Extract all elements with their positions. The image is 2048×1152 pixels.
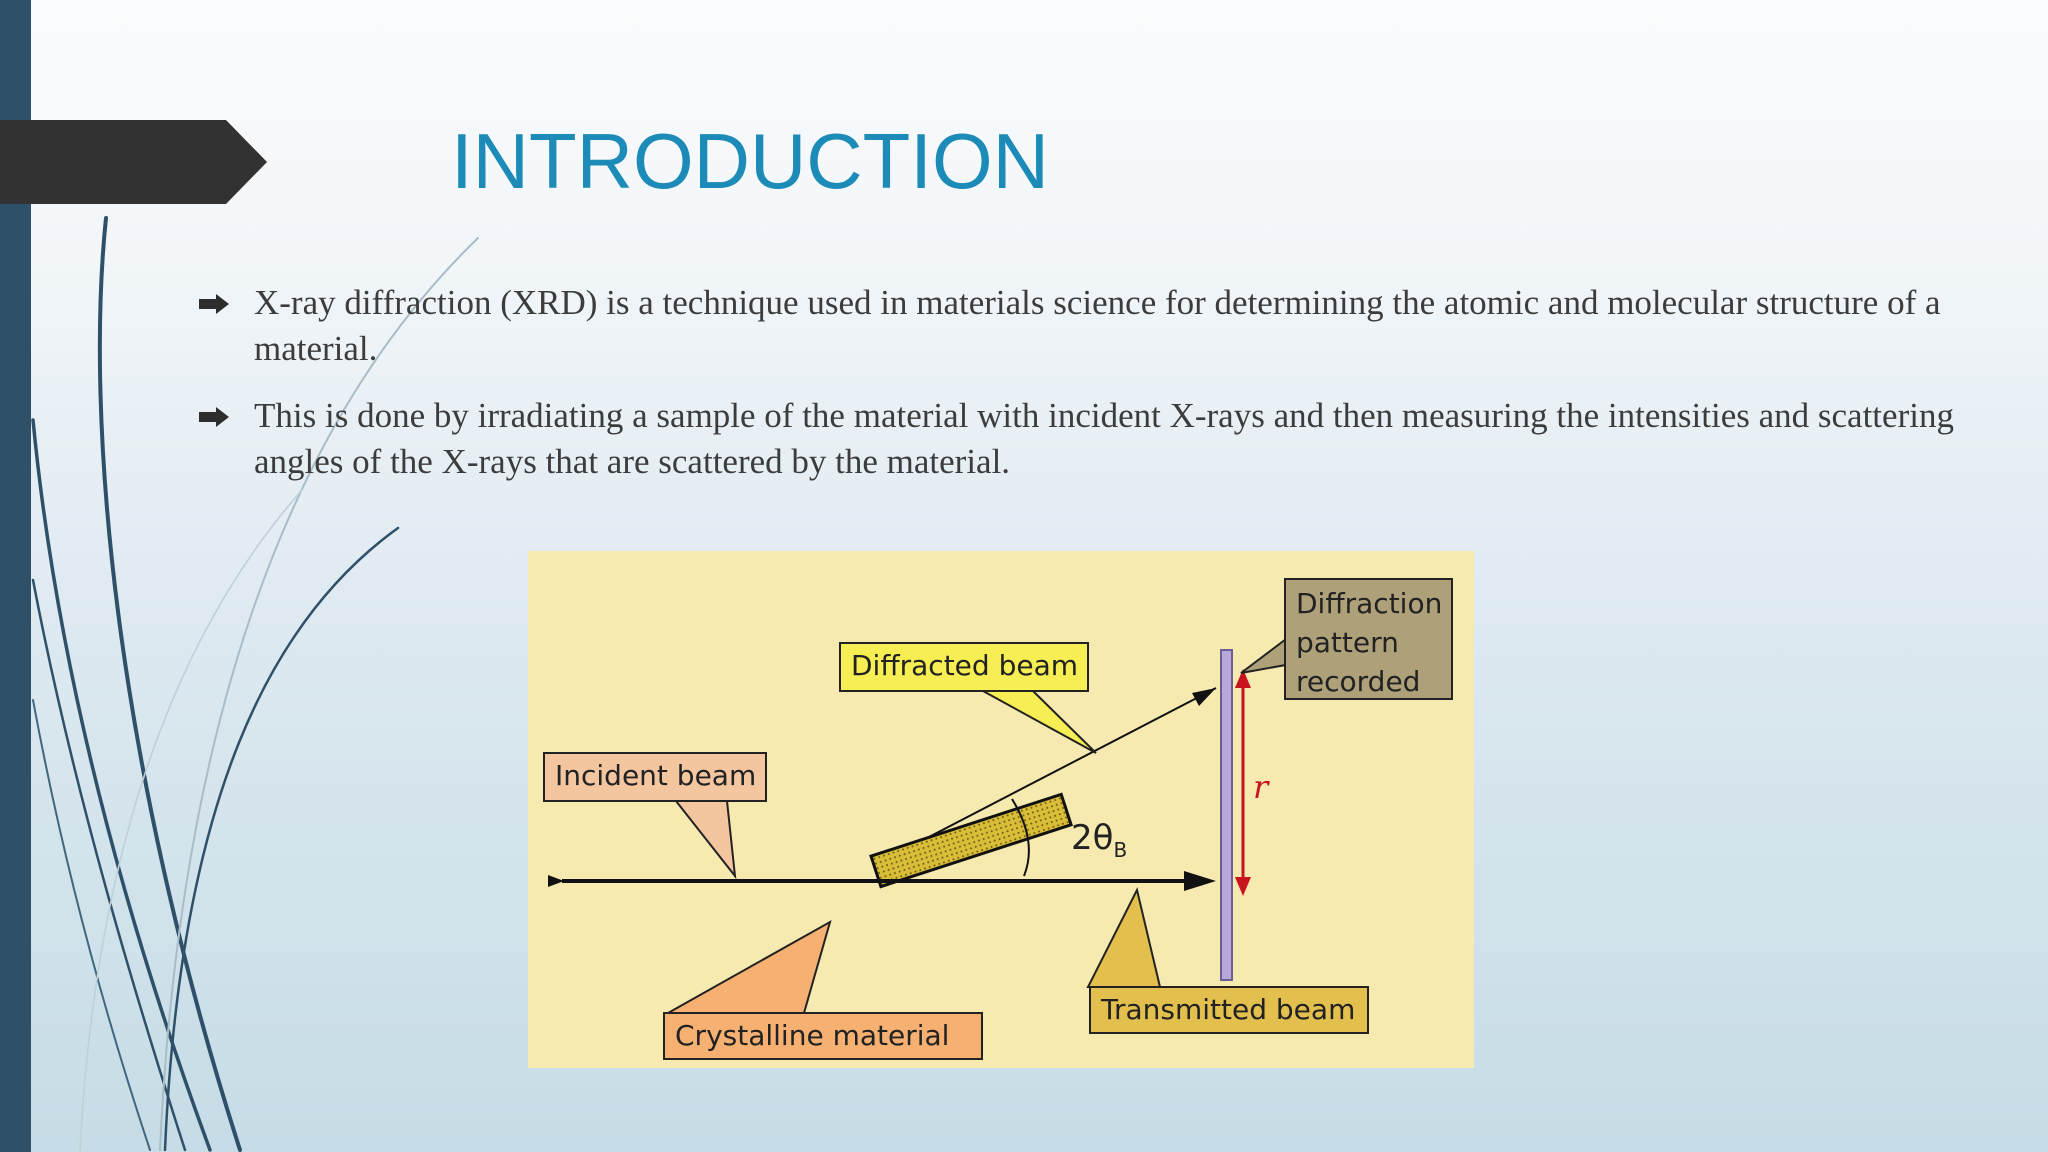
bullet-list	[196, 280, 1956, 506]
diffraction-pattern-label: Diffraction pattern recorded	[1296, 587, 1443, 698]
incident-beam-label: Incident beam	[555, 759, 757, 792]
bullet-item	[196, 280, 1956, 372]
bullet-item	[196, 393, 1956, 485]
bullet-text: X-ray diffraction (XRD) is a technique used in materials science for determining the atomic and molecular structure of a material.	[254, 283, 1941, 368]
slide-title: INTRODUCTION	[451, 117, 1049, 205]
detector-plate	[1221, 650, 1232, 980]
arrow-right-bullet-icon	[199, 294, 229, 314]
transmitted-beam-label: Transmitted beam	[1101, 993, 1356, 1026]
angle-label: $2\theta_B$	[1071, 818, 1128, 862]
xrd-diagram	[528, 551, 1474, 1068]
diffracted-beam-label: Diffracted beam	[851, 649, 1079, 682]
bullet-text: This is done by irradiating a sample of the material with incident X-rays and then measuring the intensities and scattering angles of the X-rays that are scattered by the material.	[254, 396, 1954, 481]
crystalline-material-label: Crystalline material	[675, 1019, 950, 1052]
arrow-right-bullet-icon	[199, 407, 229, 427]
title-tab-shape	[0, 0, 280, 220]
radius-label: r	[1253, 768, 1269, 806]
